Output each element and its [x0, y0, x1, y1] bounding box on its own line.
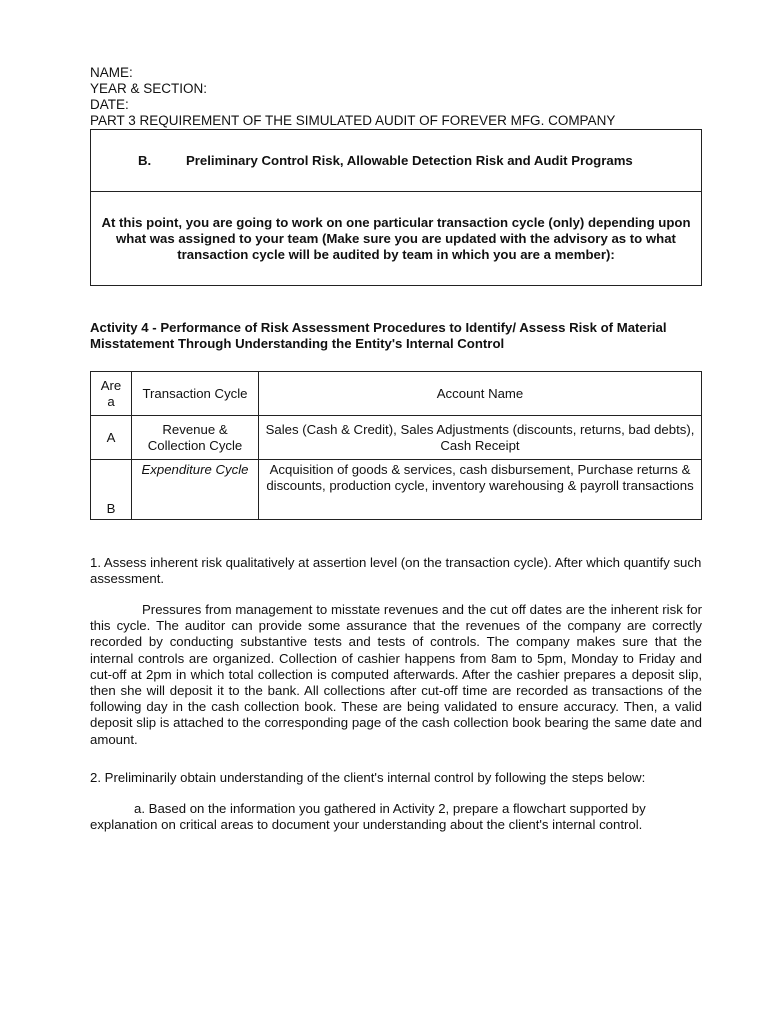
section-instruction: At this point, you are going to work on one particular transaction cycle (only) depending upon what was assigned to your team (Make sure you are updated with the advisory as to what transaction cycle will be audited by team in which you are a member):	[101, 214, 691, 262]
year-section-label: YEAR & SECTION:	[90, 81, 208, 96]
table-row	[91, 460, 702, 520]
section-box	[90, 129, 702, 286]
question-1-answer: Pressures from management to misstate revenues and the cut off dates are the inherent risk for this cycle. The auditor can provide some assurance that the revenues of the company are correctly recorded by conducting substantive tests and tests of controls. The company makes sure that the internal controls are organized. Collection of cashier happens from 8am to 5pm, Monday to Friday and cut-off at 2pm in which total collection is computed afterwards. After the cashier prepares a deposit slip, then she will deposit it to the bank. All collections after cut-off time are recorded as transactions of the following day in the cash collection book. These are being validated to ensure accuracy. Then, a valid deposit slip is attached to the corresponding page of the cash collection book bearing the same date and amount.	[90, 602, 702, 747]
area-cell: B	[91, 460, 132, 520]
section-heading	[91, 130, 701, 192]
account-cell: Sales (Cash & Credit), Sales Adjustments (discounts, returns, bad debts), Cash Receipt	[259, 416, 702, 460]
activity-title: Activity 4 - Performance of Risk Assessment Procedures to Identify/ Assess Risk of Material Misstatement Through Understanding the Entity's Internal Control	[90, 320, 667, 351]
account-cell: Acquisition of goods & services, cash disbursement, Purchase returns & discounts, production cycle, inventory warehousing & payroll transactions	[259, 460, 702, 520]
table-row	[91, 416, 702, 460]
area-cell: A	[91, 416, 132, 460]
cycle-cell: Expenditure Cycle	[132, 460, 259, 520]
question-2: 2. Preliminarily obtain understanding of the client's internal control by following the steps below:	[90, 769, 646, 785]
document-page	[90, 65, 702, 833]
header-area: Are a	[91, 372, 132, 416]
section-letter: B.	[138, 152, 152, 168]
question-1: 1. Assess inherent risk qualitatively at assertion level (on the transaction cycle). After which quantify such assessment.	[90, 555, 702, 586]
question-2-item-a: a. Based on the information you gathered in Activity 2, prepare a flowchart supported by explanation on critical areas to document your understanding about the client's internal control.	[90, 800, 646, 832]
date-label: DATE:	[90, 97, 129, 112]
transaction-cycle-table	[90, 371, 702, 520]
cycle-cell: Revenue & Collection Cycle	[132, 416, 259, 460]
header-block	[90, 65, 702, 129]
name-label: NAME:	[90, 65, 133, 80]
header-account-name: Account Name	[259, 372, 702, 416]
table-header-row	[91, 372, 702, 416]
part-title: PART 3 REQUIREMENT OF THE SIMULATED AUDIT OF FOREVER MFG. COMPANY	[90, 113, 616, 128]
header-transaction-cycle: Transaction Cycle	[132, 372, 259, 416]
section-title: Preliminary Control Risk, Allowable Detection Risk and Audit Programs	[186, 152, 633, 168]
